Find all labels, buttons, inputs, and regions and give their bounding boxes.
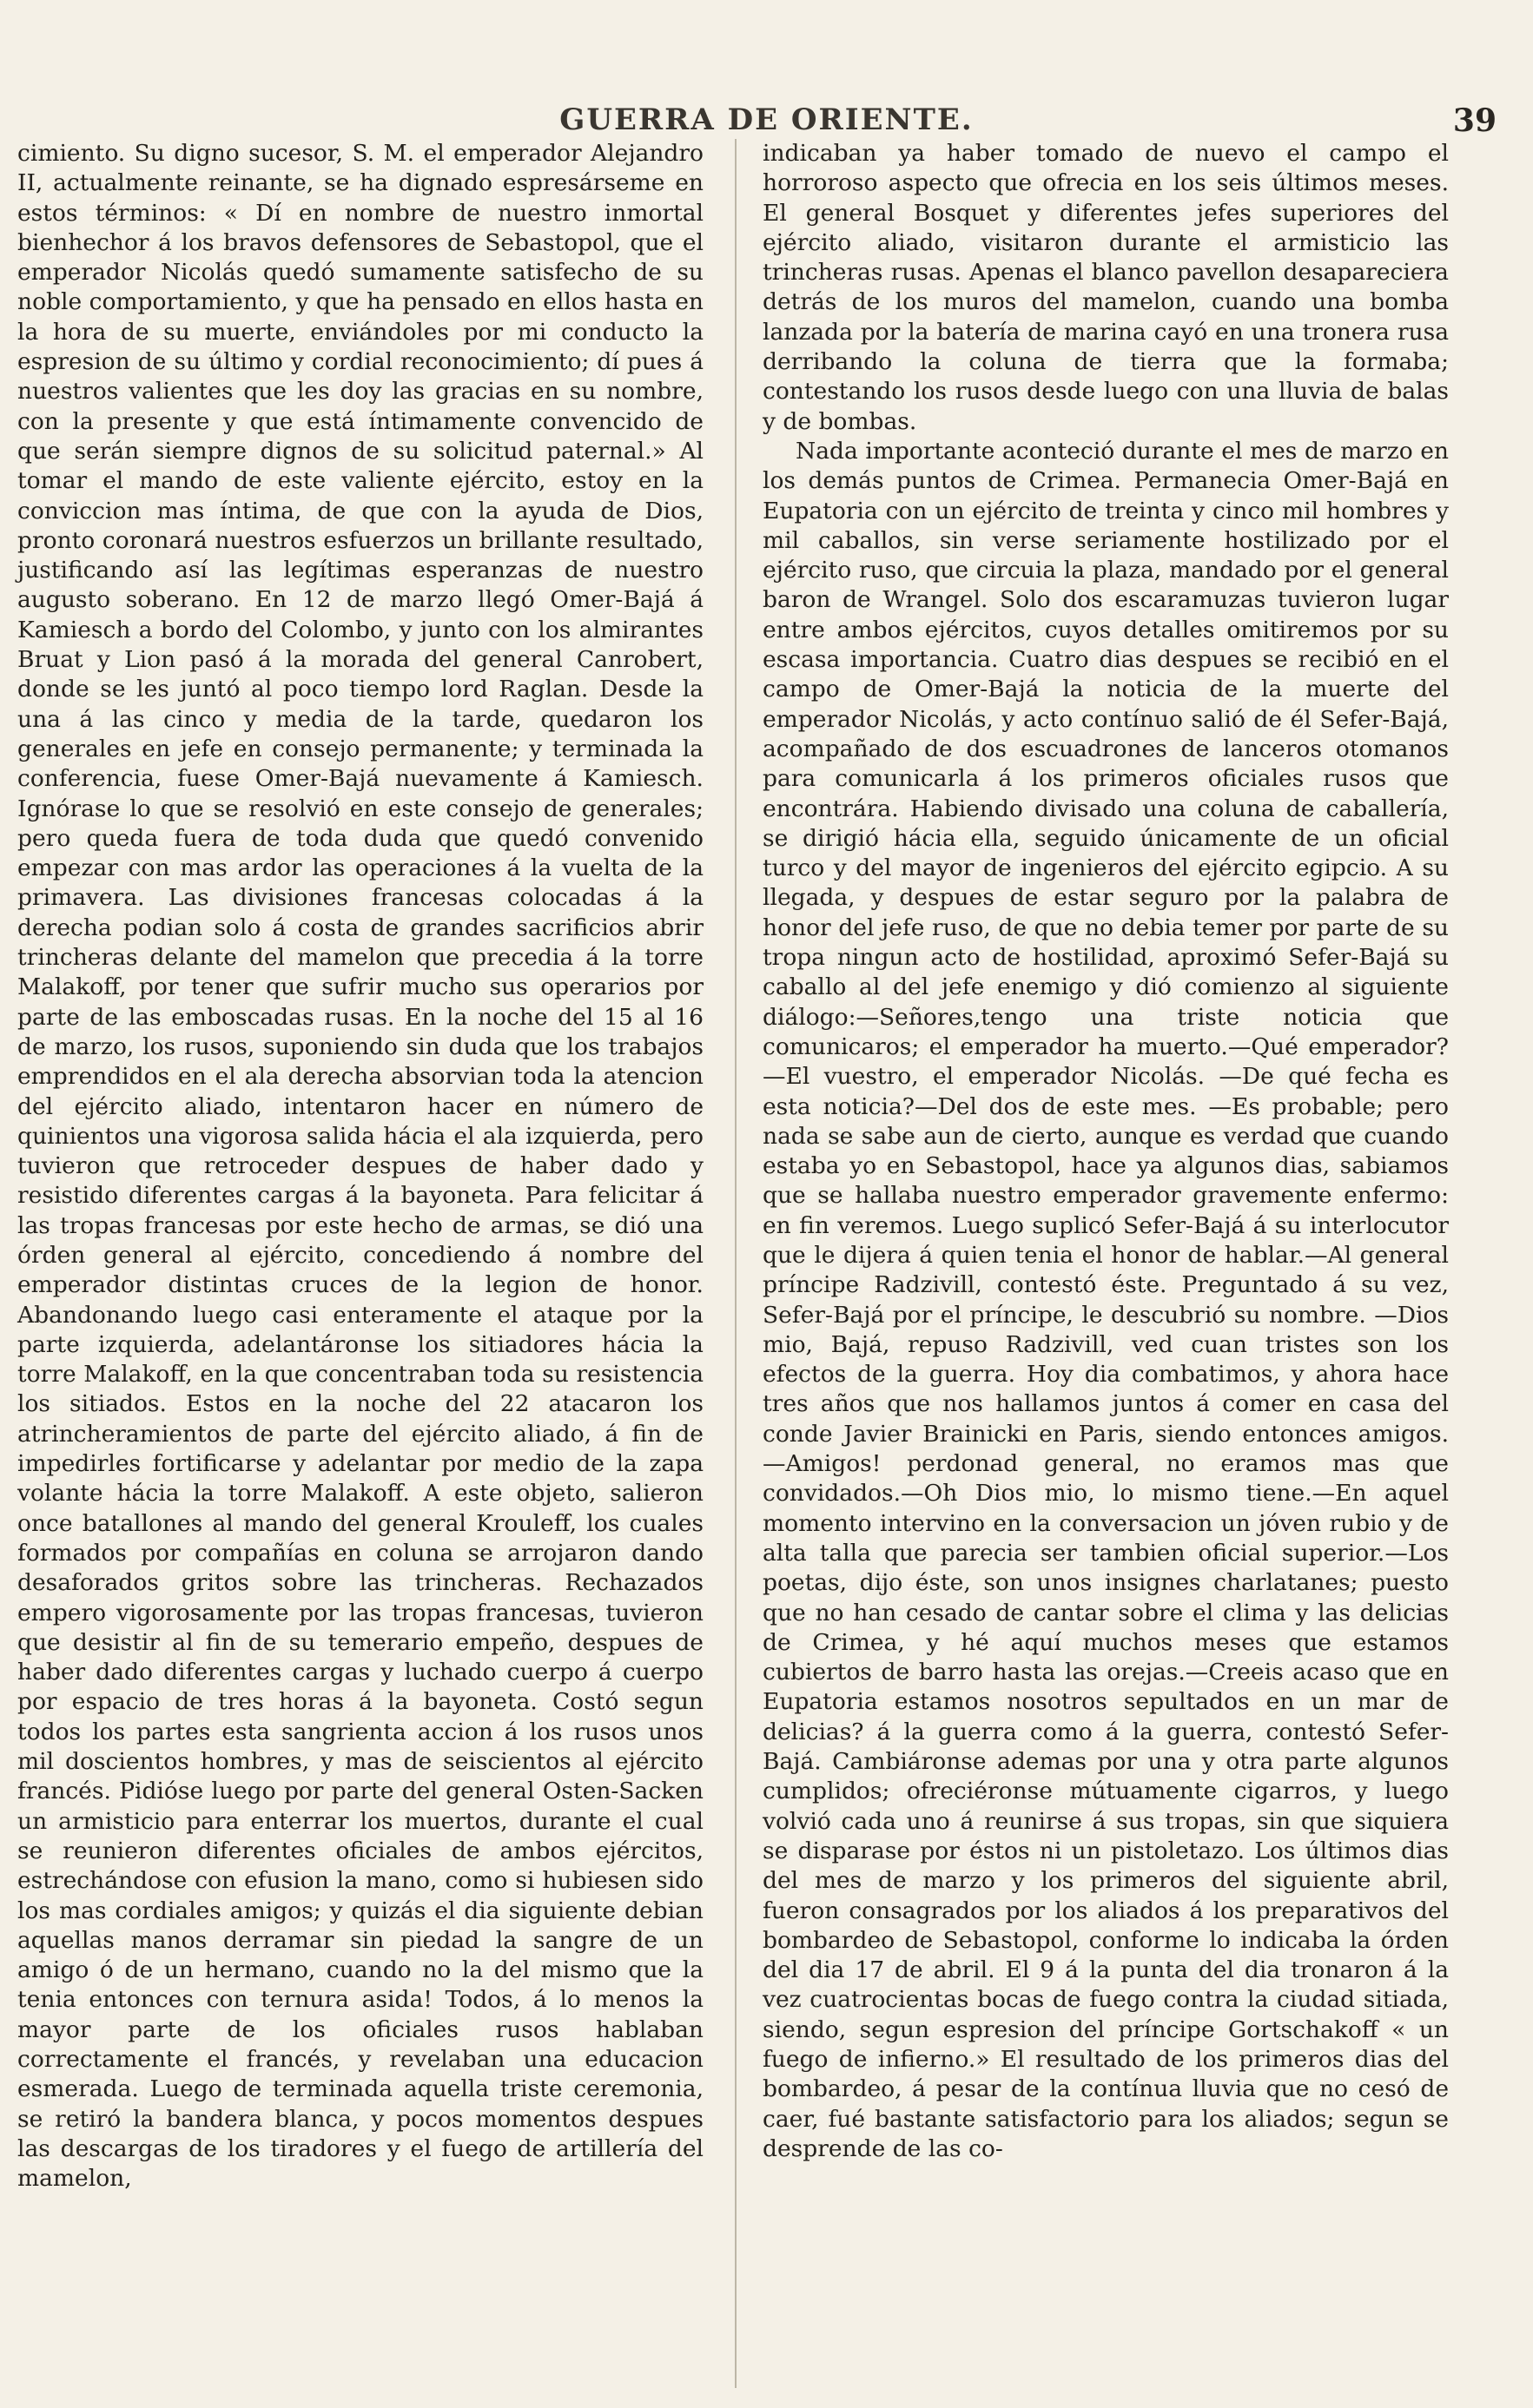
left-column — [17, 139, 704, 2194]
column-divider — [735, 139, 737, 2388]
right-column — [763, 139, 1449, 2164]
right-paragraph-2: Nada importante aconteció durante el mes de marzo en los demás puntos de Crimea. Permanecia Omer-Bajá en Eupatoria con un ejército de treinta y cinco mil hombres y mil caballos, sin verse seriamente hostilizado por el ejército ruso, que circuia la plaza, mandado por el general baron de Wrangel. Solo dos escaramuzas tuvieron lugar entre ambos ejércitos, cuyos detalles omitiremos por su escasa importancia. Cuatro dias despues se recibió en el campo de Omer-Bajá la noticia de la muerte del emperador Nicolás, y acto contínuo salió de él Sefer-Bajá, acompañado de dos escuadrones de lanceros otomanos para comunicarla á los primeros oficiales rusos que encontrára. Habiendo divisado una coluna de caballería, se dirigió hácia ella, seguido únicamente de un oficial turco y del mayor de ingenieros del ejército egipcio. A su llegada, y despues de estar seguro por la palabra de honor del jefe ruso, de que no debia temer por parte de su tropa ningun acto de hostilidad, aproximó Sefer-Bajá su caballo al del jefe enemigo y dió comienzo al siguiente diálogo:—Señores,tengo una triste noticia que comunicaros; el emperador ha muerto.—Qué emperador?—El vuestro, el emperador Nicolás. —De qué fecha es esta noticia?—Del dos de este mes. —Es probable; pero nada se sabe aun de cierto, aunque es verdad que cuando estaba yo en Sebastopol, hace ya algunos dias, sabiamos que se hallaba nuestro emperador gravemente enfermo: en fin veremos. Luego suplicó Sefer-Bajá á su interlocutor que le dijera á quien tenia el honor de hablar.—Al general príncipe Radzivill, contestó éste. Preguntado á su vez, Sefer-Bajá por el príncipe, le descubrió su nombre. —Dios mio, Bajá, repuso Radzivill, ved cuan tristes son los efectos de la guerra. Hoy dia combatimos, y ahora hace tres años que nos hallamos juntos á comer en casa del conde Javier Brainicki en Paris, siendo entonces amigos. —Amigos! perdonad general, no eramos mas que convidados.—Oh Dios mio, lo mismo tiene.—En aquel momento intervino en la conversacion un jóven rubio y de alta talla que parecia ser tambien oficial superior.—Los poetas, dijo éste, son unos insignes charlatanes; puesto que no han cesado de cantar sobre el clima y las delicias de Crimea, y hé aquí muchos meses que estamos cubiertos de barro hasta las orejas.—Creeis acaso que en Eupatoria estamos nosotros sepultados en un mar de delicias? á la guerra como á la guerra, contestó Sefer-Bajá. Cambiáronse ademas por una y otra parte algunos cumplidos; ofreciéronse mútuamente cigarros, y luego volvió cada uno á reunirse á sus tropas, sin que siquiera se disparase por éstos ni un pistoletazo. Los últimos dias del mes de marzo y los primeros del siguiente abril, fueron consagrados por los aliados á los preparativos del bombardeo de Sebastopol, conforme lo indicaba la órden del dia 17 de abril. El 9 á la punta del dia tronaron á la vez cuatrocientas bocas de fuego contra la ciudad sitiada, siendo, segun espresion del príncipe Gortschakoff « un fuego de infierno.» El resultado de los primeros dias del bombardeo, á pesar de la contínua lluvia que no cesó de caer, fué bastante satisfactorio para los aliados; segun se desprende de las co- — [763, 437, 1449, 2162]
running-title: GUERRA DE ORIENTE. — [559, 102, 974, 137]
left-paragraph-1: cimiento. Su digno sucesor, S. M. el emperador Alejandro II, actualmente reinante, se ha dignado espresárseme en estos términos: « Dí en nombre de nuestro inmortal bienhechor á los bravos defensores de Sebastopol, que el emperador Nicolás quedó sumamente satisfecho de su noble comportamiento, y que ha pensado en ellos hasta en la hora de su muerte, enviándoles por mi conducto la espresion de su último y cordial reconocimiento; dí pues á nuestros valientes que les doy las gracias en su nombre, con la presente y que está íntimamente convencido de que serán siempre dignos de su solicitud paternal.» Al tomar el mando de este valiente ejército, estoy en la conviccion mas íntima, de que con la ayuda de Dios, pronto coronará nuestros esfuerzos un brillante resultado, justificando así las legítimas esperanzas de nuestro augusto soberano. En 12 de marzo llegó Omer-Bajá á Kamiesch a bordo del Colombo, y junto con los almirantes Bruat y Lion pasó á la morada del general Canrobert, donde se les juntó al poco tiempo lord Raglan. Desde la una á las cinco y media de la tarde, quedaron los generales en jefe en consejo permanente; y terminada la conferencia, fuese Omer-Bajá nuevamente á Kamiesch. Ignórase lo que se resolvió en este consejo de generales; pero queda fuera de toda duda que quedó convenido empezar con mas ardor las operaciones á la vuelta de la primavera. Las divisiones francesas colocadas á la derecha podian solo á costa de grandes sacrificios abrir trincheras delante del mamelon que precedia á la torre Malakoff, por tener que sufrir mucho sus operarios por parte de las emboscadas rusas. En la noche del 15 al 16 de marzo, los rusos, suponiendo sin duda que los trabajos emprendidos en el ala derecha absorvian toda la atencion del ejército aliado, intentaron hacer en número de quinientos una vigorosa salida hácia el ala izquierda, pero tuvieron que retroceder despues de haber dado y resistido diferentes cargas á la bayoneta. Para felicitar á las tropas francesas por este hecho de armas, se dió una órden general al ejército, concediendo á nombre del emperador distintas cruces de la legion de honor. Abandonando luego casi enteramente el ataque por la parte izquierda, adelantáronse los sitiadores hácia la torre Malakoff, en la que concentraban toda su resistencia los sitiados. Estos en la noche del 22 atacaron los atrincheramientos de parte del ejército aliado, á fin de impedirles fortificarse y adelantar por medio de la zapa volante hácia la torre Malakoff. A este objeto, salieron once batallones al mando del general Krouleff, los cuales formados por compañías en coluna se arrojaron dando desaforados gritos sobre las trincheras. Rechazados empero vigorosamente por las tropas francesas, tuvieron que desistir al fin de su temerario empeño, despues de haber dado diferentes cargas y luchado cuerpo á cuerpo por espacio de tres horas á la bayoneta. Costó segun todos los partes esta sangrienta accion á los rusos unos mil doscientos hombres, y mas de seiscientos al ejército francés. Pidióse luego por parte del general Osten-Sacken un armisticio para enterrar los muertos, durante el cual se reunieron diferentes oficiales de ambos ejércitos, estrechándose con efusion la mano, como si hubiesen sido los mas cordiales amigos; y quizás el dia siguiente debian aquellas manos derramar sin piedad la sangre de un amigo ó de un hermano, cuando no la del mismo que la tenia entonces con ternura asida! Todos, á lo menos la mayor parte de los oficiales rusos hablaban correctamente el francés, y revelaban una educacion esmerada. Luego de terminada aquella triste ceremonia, se retiró la bandera blanca, y pocos momentos despues las descargas de los tiradores y el fuego de artillería del mamelon, — [17, 140, 704, 2193]
right-paragraph-1: indicaban ya haber tomado de nuevo el campo el horroroso aspecto que ofrecia en los seis últimos meses. El general Bosquet y diferentes jefes superiores del ejército aliado, visitaron durante el armisticio las trincheras rusas. Apenas el blanco pavellon desapareciera detrás de los muros del mamelon, cuando una bomba lanzada por la batería de marina cayó en una tronera rusa derribando la coluna de tierra que la formaba; contestando los rusos desde luego con una lluvia de balas y de bombas. — [763, 140, 1449, 435]
page-number: 39 — [1452, 102, 1497, 139]
